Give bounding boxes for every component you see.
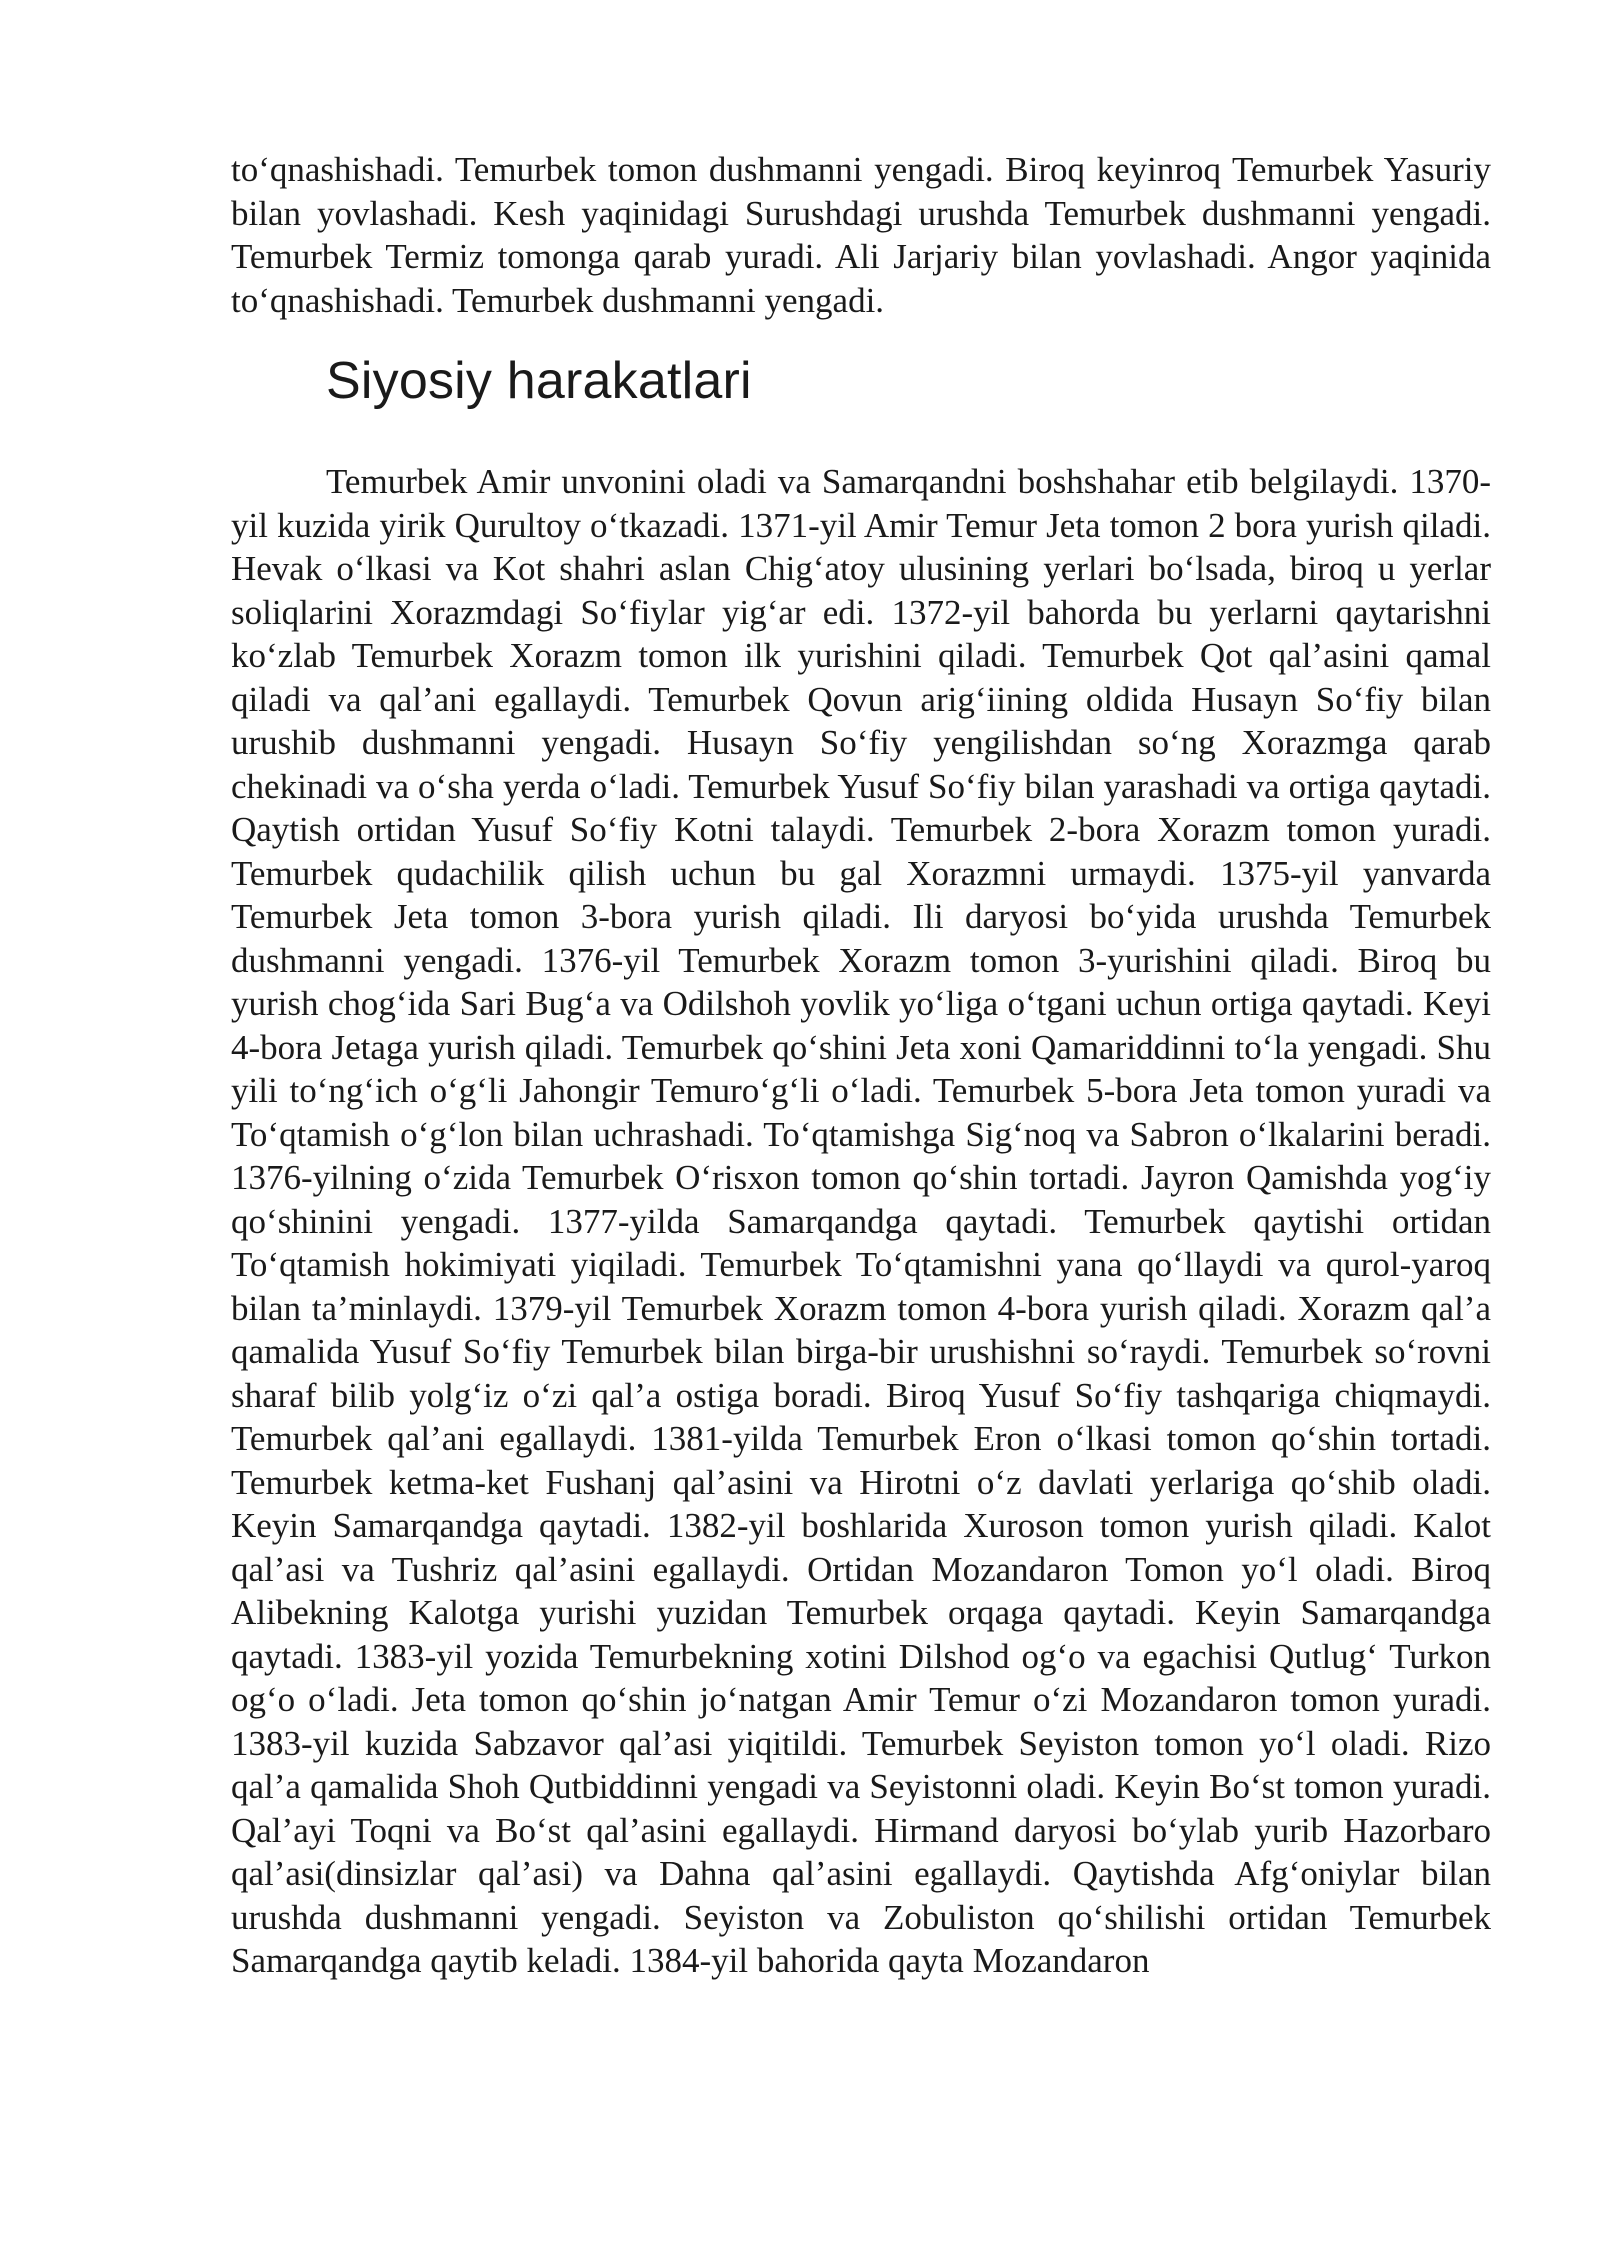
- document-page: [231, 148, 1491, 1983]
- continuation-paragraph: to‘qnashishadi. Temurbek tomon dushmanni yengadi. Biroq keyinroq Temurbek Yasuriy bilan yovlashadi. Kesh yaqinidagi Surushdagi urushda Temurbek dushmanni yengadi. Temurbek Termiz tomonga qarab yuradi. Ali Jarjariy bilan yovlashadi. Angor yaqinida to‘qnashishadi. Temurbek dushmanni yengadi.: [231, 150, 1491, 320]
- section-heading: Siyosiy harakatlari: [326, 352, 752, 410]
- section-paragraph: Temurbek Amir unvonini oladi va Samarqandni boshshahar etib belgilaydi. 1370-yil kuzida yirik Qurultoy o‘tkazadi. 1371-yil Amir Temur Jeta tomon 2 bora yurish qiladi. Hevak o‘lkasi va Kot shahri aslan Chig‘atoy ulusining yerlari bo‘lsada, biroq u yerlar soliqlarini Xorazmdagi So‘fiylar yig‘ar edi. 1372-yil bahorda bu yerlarni qaytarishni ko‘zlab Temurbek Xorazm tomon ilk yurishini qiladi. Temurbek Qot qal’asini qamal qiladi va qal’ani egallaydi. Temurbek Qovun arig‘iining oldida Husayn So‘fiy bilan urushib dushmanni yengadi. Husayn So‘fiy yengilishdan so‘ng Xorazmga qarab chekinadi va o‘sha yerda o‘ladi. Temurbek Yusuf So‘fiy bilan yarashadi va ortiga qaytadi. Qaytish ortidan Yusuf So‘fiy Kotni talaydi. Temurbek 2-bora Xorazm tomon yuradi. Temurbek qudachilik qilish uchun bu gal Xorazmni urmaydi. 1375-yil yanvarda Temurbek Jeta tomon 3-bora yurish qiladi. Ili daryosi bo‘yida urushda Temurbek dushmanni yengadi. 1376-yil Temurbek Xorazm tomon 3-yurishini qiladi. Biroq bu yurish chog‘ida Sari Bug‘a va Odilshoh yovlik yo‘liga o‘tgani uchun ortiga qaytadi. Keyi 4-bora Jetaga yurish qiladi. Temurbek qo‘shini Jeta xoni Qamariddinni to‘la yengadi. Shu yili to‘ng‘ich o‘g‘li Jahongir Temuro‘g‘li o‘ladi. Temurbek 5-bora Jeta tomon yuradi va To‘qtamish o‘g‘lon bilan uchrashadi. To‘qtamishga Sig‘noq va Sabron o‘lkalarini beradi. 1376-yilning o‘zida Temurbek O‘risxon tomon qo‘shin tortadi. Jayron Qamishda yog‘iy qo‘shinini yengadi. 1377-yilda Samarqandga qaytadi. Temurbek qaytishi ortidan To‘qtamish hokimiyati yiqiladi. Temurbek To‘qtamishni yana qo‘llaydi va qurol-yaroq bilan ta’minlaydi. 1379-yil Temurbek Xorazm tomon 4-bora yurish qiladi. Xorazm qal’a qamalida Yusuf So‘fiy Temurbek bilan birga-bir urushishni so‘raydi. Temurbek so‘rovni sharaf bilib yolg‘iz o‘zi qal’a ostiga boradi. Biroq Yusuf So‘fiy tashqariga chiqmaydi. Temurbek qal’ani egallaydi. 1381-yilda Temurbek Eron o‘lkasi tomon qo‘shin tortadi. Temurbek ketma-ket Fushanj qal’asini va Hirotni o‘z davlati yerlariga qo‘shib oladi. Keyin Samarqandga qaytadi. 1382-yil boshlarida Xuroson tomon yurish qiladi. Kalot qal’asi va Tushriz qal’asini egallaydi. Ortidan Mozandaron Tomon yo‘l oladi. Biroq Alibekning Kalotga yurishi yuzidan Temurbek orqaga qaytadi. Keyin Samarqandga qaytadi. 1383-yil yozida Temurbekning xotini Dilshod og‘o va egachisi Qutlug‘ Turkon og‘o o‘ladi. Jeta tomon qo‘shin jo‘natgan Amir Temur o‘zi Mozandaron tomon yuradi. 1383-yil kuzida Sabzavor qal’asi yiqitildi. Temurbek Seyiston tomon yo‘l oladi. Rizo qal’a qamalida Shoh Qutbiddinni yengadi va Seyistonni oladi. Keyin Bo‘st tomon yuradi. Qal’ayi Toqni va Bo‘st qal’asini egallaydi. Hirmand daryosi bo‘ylab yurib Hazorbaro qal’asi(dinsizlar qal’asi) va Dahna qal’asini egallaydi. Qaytishda Afg‘oniylar bilan urushda dushmanni yengadi. Seyiston va Zobuliston qo‘shilishi ortidan Temurbek Samarqandga qaytib keladi. 1384-yil bahorida qayta Mozandaron: [231, 462, 1491, 1980]
